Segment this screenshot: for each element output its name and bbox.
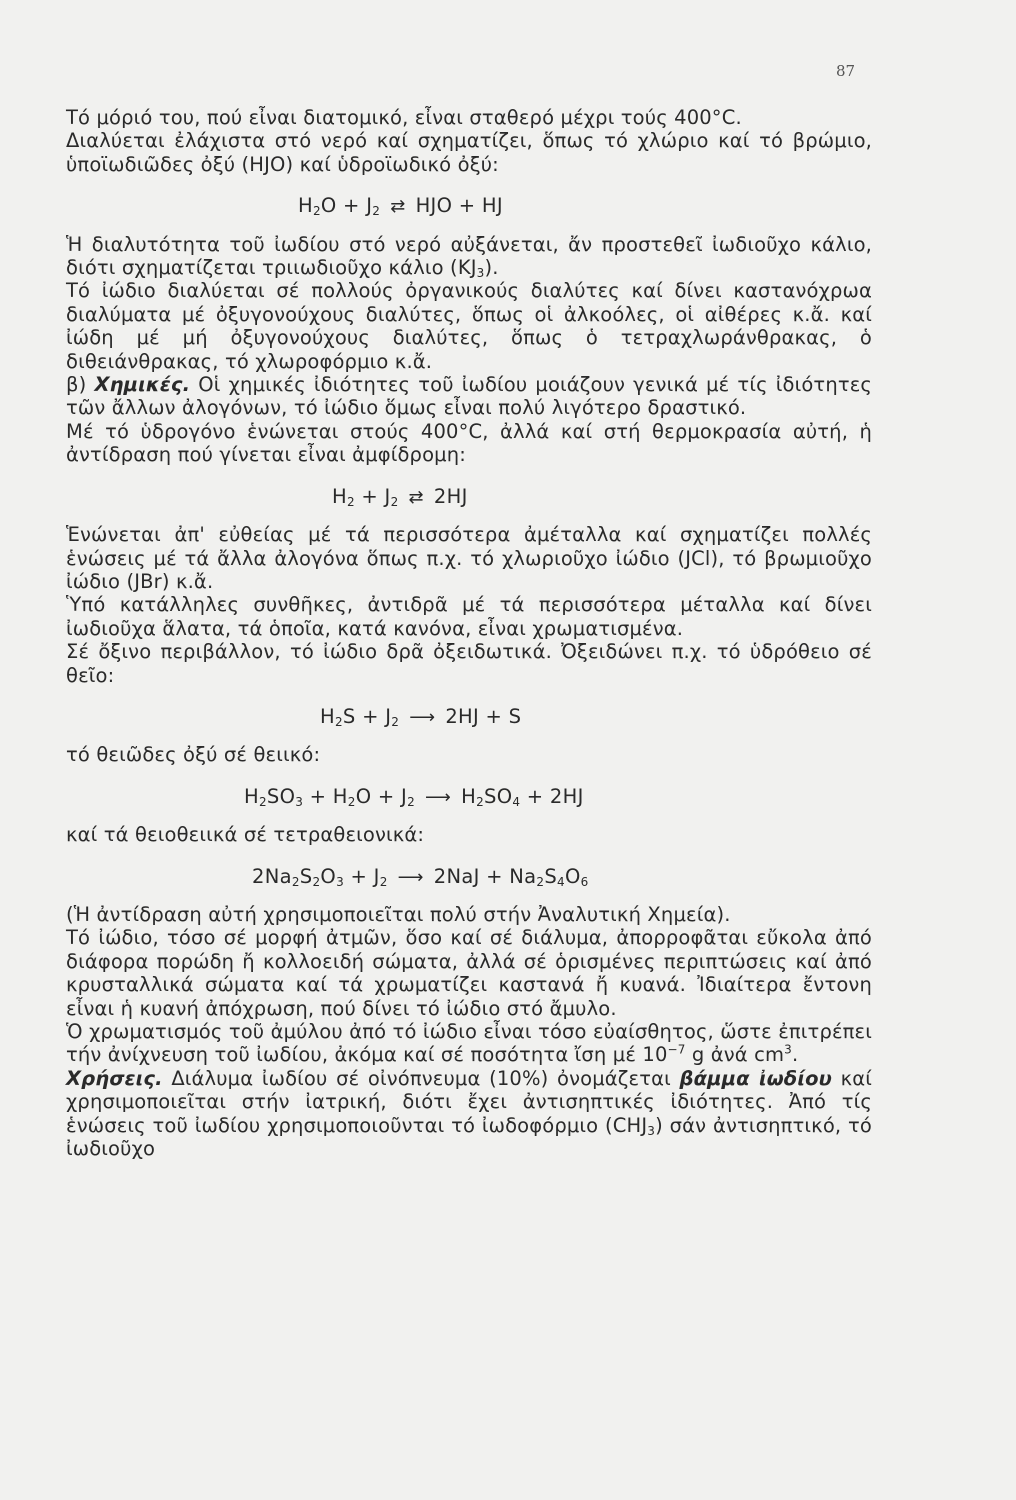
equation-sulfurous-acid: $H_2SO_3 + H_2O + J_2$ ⟶ $H_2SO_4 + 2HJ$ xyxy=(244,784,584,809)
equation-hydrogen-sulfide: $H_2S + J_2$ ⟶ 2HJ + S xyxy=(320,704,522,729)
equilibrium-arrow-icon: ⇄ xyxy=(408,486,424,508)
page-number: 87 xyxy=(836,62,856,80)
paragraph-starch-detection: Ὁ χρωματισμός τοῦ ἀμύλου ἀπό τό ἰώδιο εἶναι τόσο εὐαίσθητος, ὥστε ἐπιτρέπει τήν ἀνίχνευση τοῦ ἰωδίου, ἀκόμα καί σέ ποσότητα ἴση μέ $10^{-7}$ g ἀνά $cm^3$. xyxy=(66,1020,872,1067)
paragraph-solubility: Διαλύεται ἐλάχιστα στό νερό καί σχηματίζει, ὅπως τό χλώριο καί τό βρώμιο, ὑποϊωδιῶδες ὀξύ (HJO) καί ὑδροϊωδικό ὀξύ: xyxy=(66,129,872,176)
paragraph-analytical-note: (Ἡ ἀντίδραση αὐτή χρησιμοποιεῖται πολύ στήν Ἀναλυτική Χημεία). xyxy=(66,902,731,926)
section-heading-uses: Χρήσεις. xyxy=(66,1066,163,1090)
equation-thiosulfate: $2Na_2S_2O_3 + J_2$ ⟶ $2NaJ + Na_2S_4O_6$ xyxy=(252,864,589,889)
equation-hydrolysis: $H_2O + J_2$ ⇄ HJO + HJ xyxy=(298,194,503,219)
reaction-arrow-icon: ⟶ xyxy=(397,866,424,888)
paragraph-absorption: Τό ἰώδιο, τόσο σέ μορφή ἀτμῶν, ὅσο καί σέ διάλυμα, ἀπορροφᾶται εὔκολα ἀπό διάφορα πορώδη ἤ κολλοειδή σώματα, ἀλλά σέ ὁρισμένες περιπτώσεις καί ἀπό κρυσταλλικά σώματα καί τά χρωματίζει καστανά ἤ κυανά. Ἰδιαίτερα ἔντονη εἶναι ἡ κυανή ἀπόχρωση, πού δίνει τό ἰώδιο στό ἄμυλο. xyxy=(66,926,872,1020)
paragraph-uses: Χρήσεις. Διάλυμα ἰωδίου σέ οἰνόπνευμα (10%) ὀνομάζεται βάμμα ἰωδίου καί χρησιμοποιεῖται στήν ἰατρική, διότι ἔχει ἀντισηπτικές ἰδιότητες. Ἀπό τίς ἑνώσεις τοῦ ἰωδίου χρησιμοποιοῦνται τό ἰωδοφόρμιο $(CHJ_3)$ σάν ἀντισηπτικό, τό ἰωδιοῦχο xyxy=(66,1066,873,1161)
paragraph-triiodide: Ἡ διαλυτότητα τοῦ ἰωδίου στό νερό αὐξάνεται, ἄν προστεθεῖ ἰωδιοῦχο κάλιο, διότι σχηματίζεται τριιωδιοῦχο κάλιο $(KJ_3)$. xyxy=(66,232,872,281)
paragraph-molecule: Τό μόριό του, πού εἶναι διατομικό, εἶναι σταθερό μέχρι τούς 400°C. xyxy=(66,106,742,129)
equation-hydrogen-iodide: $H_2 + J_2$ ⇄ 2HJ xyxy=(332,484,468,509)
paragraph-metals: Ὑπό κατάλληλες συνθῆκες, ἀντιδρᾶ μέ τά περισσότερα μέταλλα καί δίνει ἰωδιοῦχα ἅλατα, τά ὁποῖα, κατά κανόνα, εἶναι χρωματισμένα. xyxy=(66,593,872,640)
paragraph-nonmetals: Ἑνώνεται ἀπ' εὐθείας μέ τά περισσότερα ἀμέταλλα καί σχηματίζει πολλές ἑνώσεις μέ τά ἄλλα ἀλογόνα ὅπως π.χ. τό χλωριοῦχο ἰώδιο (JCl), τό βρωμιοῦχο ἰώδιο (JBr) κ.ἄ. xyxy=(66,523,872,593)
reaction-arrow-icon: ⟶ xyxy=(425,786,452,808)
term-tincture: βάμμα ἰωδίου xyxy=(679,1066,832,1090)
paragraph-chemical-properties: β) Χημικές. Οἱ χημικές ἰδιότητες τοῦ ἰωδίου μοιάζουν γενικά μέ τίς ἰδιότητες τῶν ἄλλων ἀλογόνων, τό ἰώδιο ὅμως εἶναι πολύ λιγότερο δραστικό. xyxy=(66,373,872,420)
paragraph-organic-solvents: Τό ἰώδιο διαλύεται σέ πολλούς ὀργανικούς διαλύτες καί δίνει καστανόχρωα διαλύματα μέ ὀξυγονούχους διαλύτες, ὅπως οἱ ἀλκοόλες, οἱ αἰθέρες κ.ἄ. καί ἰώδη μέ μή ὀξυγονούχους διαλύτες, ὅπως ὁ τετραχλωράνθρακας, ὁ διθειάνθρακας, τό χλωροφόρμιο κ.ἄ. xyxy=(66,279,872,373)
equilibrium-arrow-icon: ⇄ xyxy=(390,196,406,218)
paragraph-oxidizing: Σέ ὄξινο περιβάλλον, τό ἰώδιο δρᾶ ὀξειδωτικά. Ὀξειδώνει π.χ. τό ὑδρόθειο σέ θεῖο: xyxy=(66,640,872,687)
paragraph-hydrogen: Μέ τό ὑδρογόνο ἑνώνεται στούς 400°C, ἀλλά καί στή θερμοκρασία αὐτή, ἡ ἀντίδραση πού γίνεται εἶναι ἀμφίδρομη: xyxy=(66,419,872,467)
section-heading-chemical: Χημικές. xyxy=(94,373,191,397)
document-body xyxy=(66,106,872,1160)
paragraph-sulfurous: τό θειῶδες ὀξύ σέ θειικό: xyxy=(66,743,321,767)
reaction-arrow-icon: ⟶ xyxy=(409,706,436,728)
paragraph-thiosulfate: καί τά θειοθειικά σέ τετραθειονικά: xyxy=(66,823,425,847)
